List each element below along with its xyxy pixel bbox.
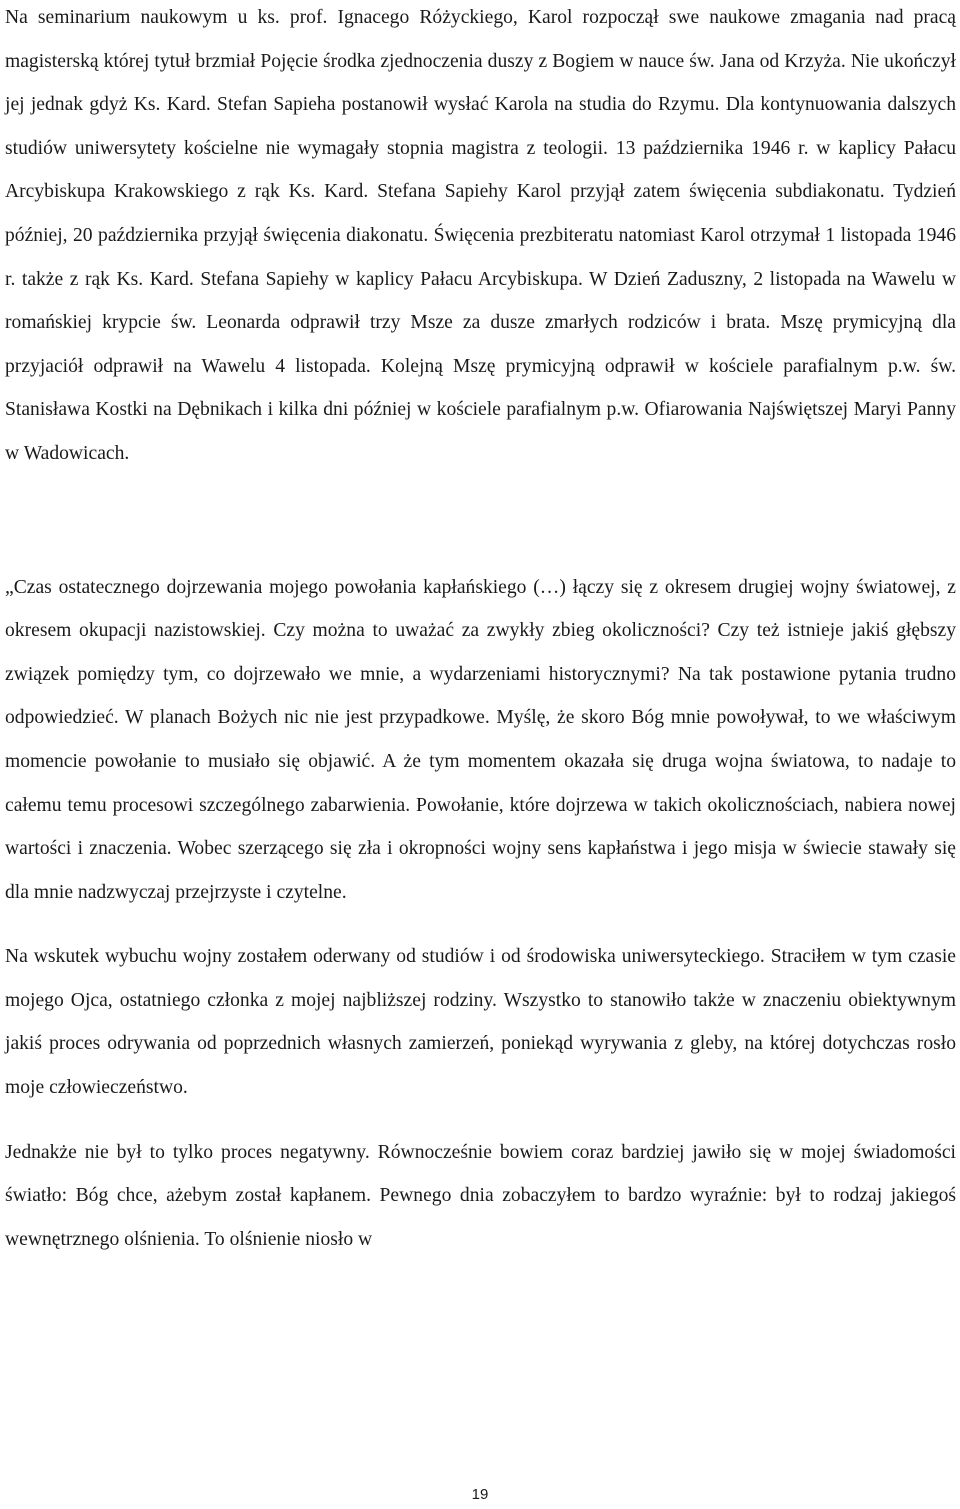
paragraph-not-negative: Jednakże nie był to tylko proces negatywny. Równocześnie bowiem coraz bardziej jawiło się w mojej świadomości światło: Bóg chce, ażebym został kapłanem. Pewnego dnia zobaczyłem to bardzo wyraźnie: był to rodzaj jakiegoś wewnętrznego olśnienia. To olśnienie niosło w <box>5 1141 956 1250</box>
paragraph-quote-vocation: „Czas ostatecznego dojrzewania mojego powołania kapłańskiego (…) łączy się z okresem drugiej wojny światowej, z okresem okupacji nazistowskiej. Czy można to uważać za zwykły zbieg okoliczności? Czy też istnieje jakiś głębszy związek pomiędzy tym, co dojrzewało we mnie, a wydarzeniami historycznymi? Na tak postawione pytania trudno odpowiedzieć. W planach Bożych nic nie jest przypadkowe. Myślę, że skoro Bóg mnie powoływał, to we właściwym momencie powołanie to musiało się objawić. A że tym momentem okazała się druga wojna światowa, to nadaje to całemu temu procesowi szczególnego zabarwienia. Powołanie, które dojrzewa w takich okolicznościach, nabiera nowej wartości i znaczenia. Wobec szerzącego się zła i okropności wojny sens kapłaństwa i jego misja w świecie stawały się dla mnie nadzwyczaj przejrzyste i czytelne. <box>5 576 956 903</box>
document-page <box>5 0 956 1261</box>
page-number: 19 <box>471 1486 489 1503</box>
paragraph-seminary-ordination: Na seminarium naukowym u ks. prof. Ignacego Różyckiego, Karol rozpoczął swe naukowe zmagania nad pracą magisterską której tytuł brzmiał Pojęcie środka zjednoczenia duszy z Bogiem w nauce św. Jana od Krzyża. Nie ukończył jej jednak gdyż Ks. Kard. Stefan Sapieha postanowił wysłać Karola na studia do Rzymu. Dla kontynuowania dalszych studiów uniwersytety kościelne nie wymagały stopnia magistra z teologii. 13 października 1946 r. w kaplicy Pałacu Arcybiskupa Krakowskiego z rąk Ks. Kard. Stefana Sapiehy Karol przyjął zatem święcenia subdiakonatu. Tydzień później, 20 października przyjął święcenia diakonatu. Święcenia prezbiteratu natomiast Karol otrzymał 1 listopada 1946 r. także z rąk Ks. Kard. Stefana Sapiehy w kaplicy Pałacu Arcybiskupa. W Dzień Zaduszny, 2 listopada na Wawelu w romańskiej krypcie św. Leonarda odprawił trzy Msze za dusze zmarłych rodziców i brata. Mszę prymicyjną dla przyjaciół odprawił na Wawelu 4 listopada. Kolejną Mszę prymicyjną odprawił w kościele parafialnym p.w. św. Stanisława Kostki na Dębnikach i kilka dni później w kościele parafialnym p.w. Ofiarowania Najświętszej Maryi Panny w Wadowicach. <box>5 7 956 464</box>
paragraph-war-interruption: Na wskutek wybuchu wojny zostałem oderwany od studiów i od środowiska uniwersyteckiego. Straciłem w tym czasie mojego Ojca, ostatniego członka z mojej najbliższej rodziny. Wszystko to stanowiło także w znaczeniu obiektywnym jakiś proces odrywania od poprzednich własnych zamierzeń, poniekąd wyrywania z gleby, na której dotychczas rosło moje człowieczeństwo. <box>5 946 956 1099</box>
